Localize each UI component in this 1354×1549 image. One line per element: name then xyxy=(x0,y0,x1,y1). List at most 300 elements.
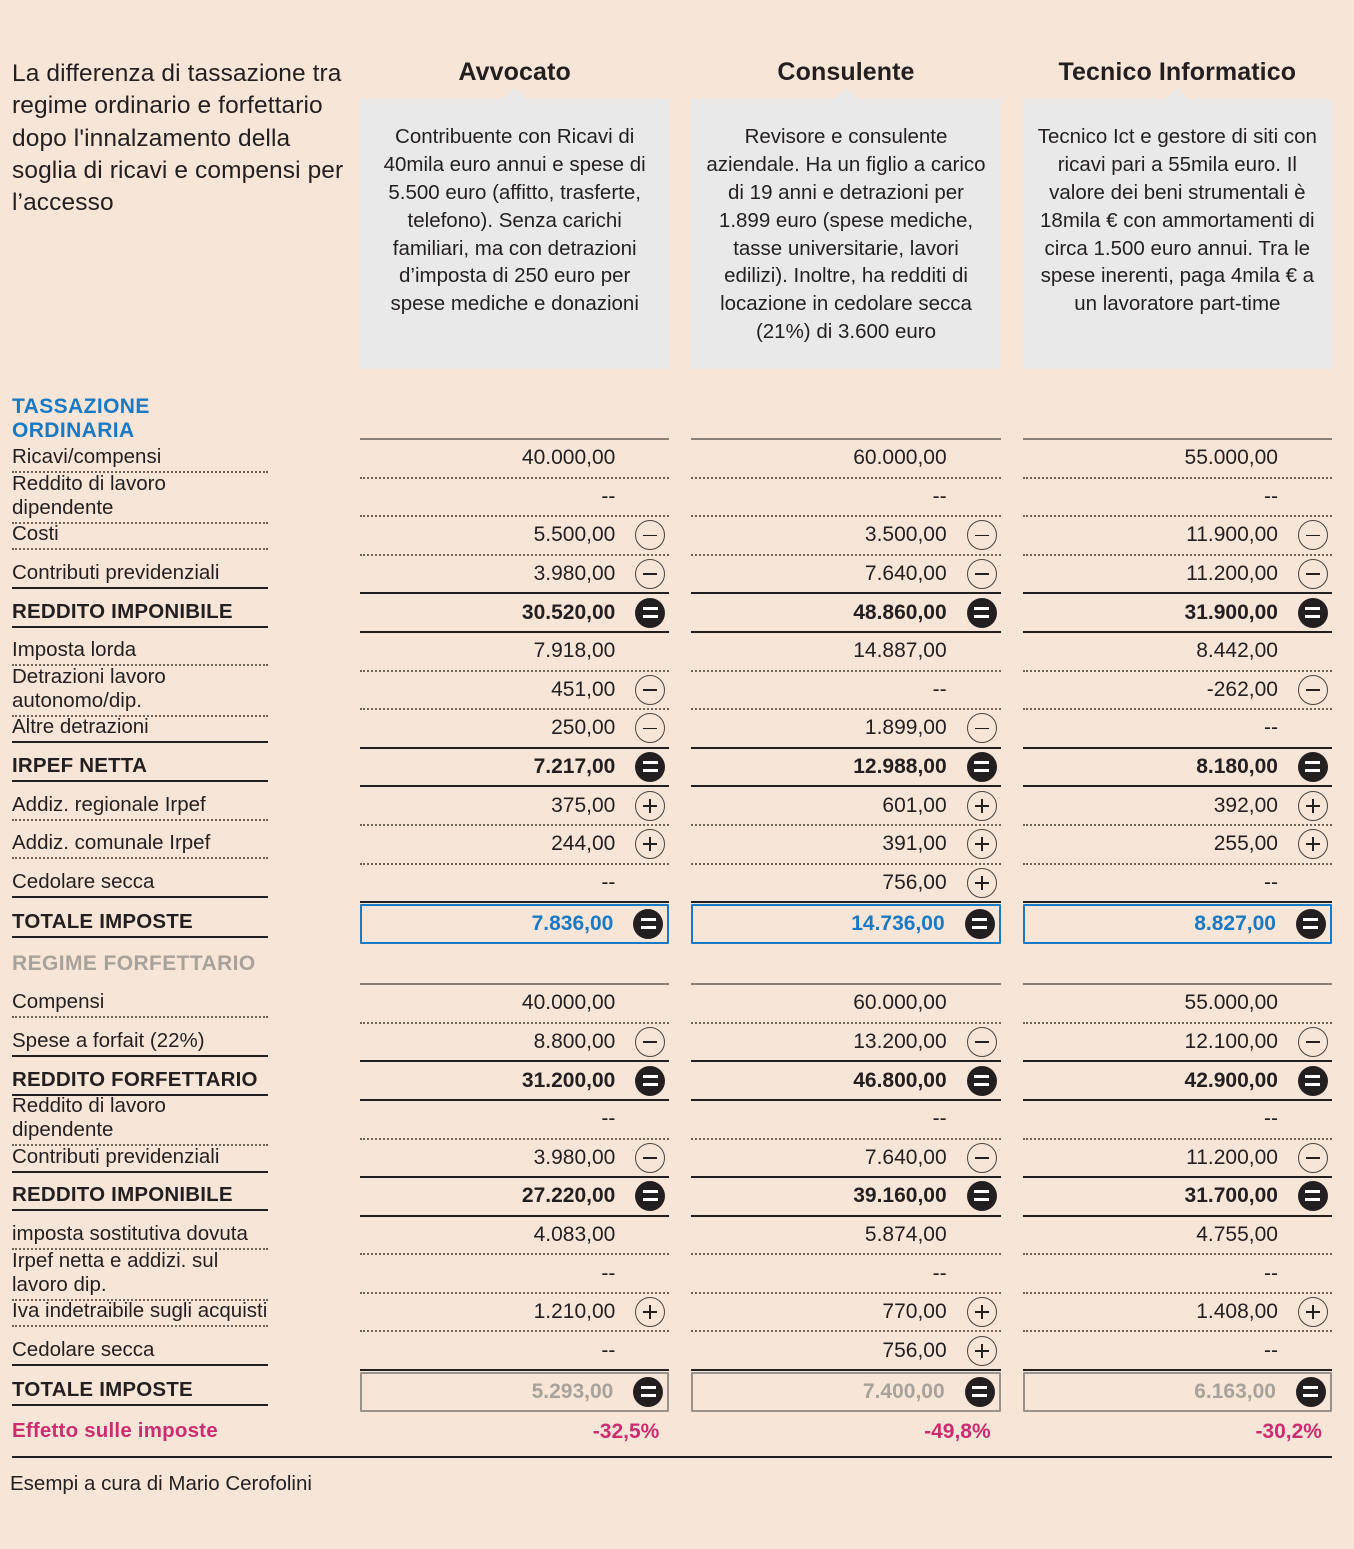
section-heading-label xyxy=(8,945,360,985)
value-text: 7.217,00 xyxy=(533,755,616,779)
value-cell xyxy=(360,517,669,556)
row-value-cells xyxy=(360,440,1332,479)
value-cell xyxy=(691,1024,1000,1063)
row-label: Addiz. regionale Irpef xyxy=(12,793,268,821)
value-cell xyxy=(1023,749,1332,788)
equals-operator-icon xyxy=(635,598,665,628)
minus-operator-icon xyxy=(635,520,665,550)
section-heading-label xyxy=(8,395,360,442)
row-value-cells xyxy=(360,826,1332,865)
value-cell xyxy=(360,1413,669,1452)
value-cell-inner xyxy=(691,1332,1000,1371)
row-value-cells xyxy=(360,479,1332,518)
minus-operator-icon xyxy=(635,1143,665,1173)
value-text: 12.100,00 xyxy=(1184,1030,1278,1054)
row-label-cell xyxy=(8,594,360,633)
value-text: 770,00 xyxy=(882,1300,947,1324)
value-text: -- xyxy=(1263,716,1278,740)
value-text: 27.220,00 xyxy=(521,1184,616,1208)
row-label: REDDITO IMPONIBILE xyxy=(12,1183,268,1211)
value-text: -- xyxy=(601,870,616,894)
value-cell xyxy=(691,1101,1000,1140)
minus-operator-icon xyxy=(1298,675,1328,705)
value-text: -49,8% xyxy=(924,1420,991,1444)
value-cell xyxy=(691,1332,1000,1371)
section-rule xyxy=(1023,400,1332,440)
row-label: REDDITO FORFETTARIO xyxy=(12,1068,268,1096)
value-text: 8.442,00 xyxy=(1196,639,1278,663)
persona-description-bubble: Tecnico Ict e gestore di siti con ricavi pari a 55mila euro. Il valore dei beni strumentali è 18mila € con ammortamenti di circa 1.500 euro annui. Tra le spese inerenti, paga 4mila € a un lavoratore part-time xyxy=(1023,99,1332,369)
row-label-cell xyxy=(8,1178,360,1217)
equals-operator-icon xyxy=(635,752,665,782)
value-cell-inner xyxy=(691,904,1000,944)
value-cell xyxy=(691,1217,1000,1256)
comparison-table xyxy=(0,395,1354,1452)
value-text: 46.800,00 xyxy=(853,1068,947,1092)
equals-operator-icon xyxy=(1298,752,1328,782)
minus-operator-icon xyxy=(635,1027,665,1057)
section-heading-row xyxy=(8,945,1332,985)
value-cell xyxy=(1023,1255,1332,1294)
minus-operator-icon xyxy=(967,520,997,550)
row-label-cell xyxy=(8,1332,360,1371)
value-cell xyxy=(360,672,669,711)
value-cell xyxy=(1023,1024,1332,1063)
row-value-cells xyxy=(360,517,1332,556)
value-text: 31.200,00 xyxy=(521,1068,616,1092)
value-text: 5.500,00 xyxy=(533,523,616,547)
row-label: imposta sostitutiva dovuta xyxy=(12,1222,268,1250)
plus-operator-icon xyxy=(1298,829,1328,859)
minus-operator-icon xyxy=(1298,520,1328,550)
row-label: IRPEF NETTA xyxy=(12,754,268,782)
intro-text: La differenza di tassazione tra regime ordinario e forfettario dopo l'innalzamento della soglia di ricavi e compensi per l’accesso xyxy=(12,60,344,217)
value-cell xyxy=(1023,1294,1332,1333)
table-row xyxy=(8,1140,1332,1179)
value-cell-inner xyxy=(691,1140,1000,1179)
value-cell-inner xyxy=(691,1062,1000,1101)
value-cell xyxy=(360,479,669,518)
row-value-cells xyxy=(360,1371,1332,1413)
value-cell xyxy=(360,633,669,672)
plus-operator-icon xyxy=(1298,1297,1328,1327)
value-text: 7.640,00 xyxy=(864,1145,947,1169)
value-cell-inner xyxy=(691,826,1000,865)
row-label: TOTALE IMPOSTE xyxy=(12,910,268,938)
row-label: Ricavi/compensi xyxy=(12,445,268,473)
value-cell-inner xyxy=(1023,710,1332,749)
value-cell xyxy=(691,985,1000,1024)
value-cell-inner xyxy=(1023,479,1332,518)
table-row xyxy=(8,985,1332,1024)
table-row xyxy=(8,826,1332,865)
minus-operator-icon xyxy=(1298,1143,1328,1173)
value-text: 4.755,00 xyxy=(1196,1222,1278,1246)
row-label: Imposta lorda xyxy=(12,638,268,666)
value-cell-inner xyxy=(360,1255,669,1294)
row-label: Effetto sulle imposte xyxy=(12,1419,218,1443)
persona-columns xyxy=(360,58,1332,369)
table-row xyxy=(8,710,1332,749)
value-cell xyxy=(360,1101,669,1140)
value-text: -- xyxy=(601,1261,616,1285)
section-heading-rule-cells xyxy=(360,400,1332,440)
value-text: 391,00 xyxy=(882,832,947,856)
value-text: 7.640,00 xyxy=(864,562,947,586)
value-cell-inner xyxy=(360,865,669,904)
value-text: 4.083,00 xyxy=(533,1222,616,1246)
value-cell-inner xyxy=(1023,1255,1332,1294)
table-row xyxy=(8,1371,1332,1413)
value-cell-inner xyxy=(1023,1413,1332,1452)
value-cell-inner xyxy=(360,826,669,865)
value-cell-inner xyxy=(691,865,1000,904)
persona-title: Avvocato xyxy=(458,58,571,86)
section-rule-cell xyxy=(1023,945,1332,985)
value-text: -- xyxy=(601,1338,616,1362)
row-label: Addiz. comunale Irpef xyxy=(12,831,268,859)
value-cell-inner xyxy=(360,1413,669,1452)
value-cell xyxy=(691,826,1000,865)
value-text: 31.700,00 xyxy=(1184,1184,1278,1208)
plus-operator-icon xyxy=(967,1336,997,1366)
value-cell xyxy=(360,1178,669,1217)
value-text: 1.210,00 xyxy=(533,1300,616,1324)
minus-operator-icon xyxy=(635,559,665,589)
value-text: 255,00 xyxy=(1213,832,1278,856)
table-row xyxy=(8,1024,1332,1063)
row-label: Contributi previdenziali xyxy=(12,561,268,589)
equals-operator-icon xyxy=(965,909,995,939)
value-cell xyxy=(691,1062,1000,1101)
value-cell xyxy=(360,1062,669,1101)
value-text: 250,00 xyxy=(551,716,616,740)
value-cell xyxy=(1023,1062,1332,1101)
row-label: Iva indetraibile sugli acquisti xyxy=(12,1299,268,1327)
value-cell xyxy=(360,903,669,945)
plus-operator-icon xyxy=(967,868,997,898)
value-cell-inner xyxy=(691,1217,1000,1256)
row-value-cells xyxy=(360,1332,1332,1371)
value-cell-inner xyxy=(360,1062,669,1101)
section-rule xyxy=(360,945,669,985)
section-rule-cell xyxy=(360,400,669,440)
value-cell-inner xyxy=(360,1217,669,1256)
value-cell-inner xyxy=(691,985,1000,1024)
row-label: Cedolare secca xyxy=(12,1338,268,1366)
value-text: 60.000,00 xyxy=(853,991,947,1015)
value-cell-inner xyxy=(691,1294,1000,1333)
table-row xyxy=(8,749,1332,788)
value-cell-inner xyxy=(360,517,669,556)
value-cell-inner xyxy=(360,904,669,944)
table-row xyxy=(8,471,1332,519)
value-text: -- xyxy=(932,1261,947,1285)
value-cell-inner xyxy=(691,1255,1000,1294)
persona-column-2 xyxy=(691,58,1000,369)
value-cell xyxy=(1023,826,1332,865)
persona-title: Consulente xyxy=(777,58,915,86)
value-cell-inner xyxy=(691,1178,1000,1217)
row-label-cell xyxy=(8,749,360,788)
value-cell-inner xyxy=(1023,1140,1332,1179)
value-cell-inner xyxy=(691,556,1000,595)
value-cell xyxy=(360,749,669,788)
row-label: Cedolare secca xyxy=(12,870,268,898)
value-text: 14.887,00 xyxy=(853,639,947,663)
value-cell-inner xyxy=(1023,865,1332,904)
value-cell xyxy=(1023,1217,1332,1256)
row-label: Irpef netta e addizi. sul lavoro dip. xyxy=(12,1249,268,1301)
value-cell-inner xyxy=(691,710,1000,749)
value-cell xyxy=(1023,479,1332,518)
value-cell xyxy=(360,1217,669,1256)
equals-operator-icon xyxy=(1298,598,1328,628)
row-label-cell xyxy=(8,903,360,945)
value-text: 601,00 xyxy=(882,793,947,817)
row-value-cells xyxy=(360,556,1332,595)
table-row xyxy=(8,1248,1332,1296)
value-text: 60.000,00 xyxy=(853,446,947,470)
row-label-cell xyxy=(8,1024,360,1063)
value-text: -30,2% xyxy=(1255,1420,1322,1444)
value-cell xyxy=(360,1371,669,1413)
section-rule-cell xyxy=(691,945,1000,985)
row-label: Altre detrazioni xyxy=(12,715,268,743)
row-label: TOTALE IMPOSTE xyxy=(12,1378,268,1406)
value-cell xyxy=(360,865,669,904)
value-cell-inner xyxy=(1023,1062,1332,1101)
value-text: 5.874,00 xyxy=(864,1222,947,1246)
equals-operator-icon xyxy=(967,1066,997,1096)
value-cell-inner xyxy=(360,633,669,672)
value-cell-inner xyxy=(691,749,1000,788)
row-value-cells xyxy=(360,985,1332,1024)
value-text: 1.408,00 xyxy=(1196,1300,1278,1324)
equals-operator-icon xyxy=(1298,1066,1328,1096)
row-value-cells xyxy=(360,594,1332,633)
row-value-cells xyxy=(360,903,1332,945)
value-cell xyxy=(1023,594,1332,633)
value-text: -- xyxy=(1263,1338,1278,1362)
value-cell-inner xyxy=(1023,1024,1332,1063)
section-rule xyxy=(691,945,1000,985)
value-cell-inner xyxy=(360,594,669,633)
value-cell xyxy=(1023,787,1332,826)
equals-operator-icon xyxy=(967,1181,997,1211)
row-label: Costi xyxy=(12,522,268,550)
equals-operator-icon xyxy=(1298,1181,1328,1211)
value-cell-inner xyxy=(691,787,1000,826)
value-cell-inner xyxy=(1023,672,1332,711)
value-text: 12.988,00 xyxy=(853,755,947,779)
value-cell xyxy=(691,1178,1000,1217)
value-cell-inner xyxy=(360,440,669,479)
header xyxy=(0,0,1354,400)
table-row xyxy=(8,903,1332,945)
value-cell-inner xyxy=(1023,1101,1332,1140)
section-rule xyxy=(1023,945,1332,985)
value-cell-inner xyxy=(360,1294,669,1333)
row-label: Reddito di lavoro dipendente xyxy=(12,1094,268,1146)
equals-operator-icon xyxy=(635,1181,665,1211)
plus-operator-icon xyxy=(967,829,997,859)
minus-operator-icon xyxy=(967,1027,997,1057)
row-label-cell xyxy=(8,664,360,712)
value-text: 8.827,00 xyxy=(1194,912,1276,936)
value-text: 7.918,00 xyxy=(533,639,616,663)
row-value-cells xyxy=(360,633,1332,672)
persona-description-bubble: Contribuente con Ricavi di 40mila euro annui e spese di 5.500 euro (affitto, trasferte, telefono). Senza carichi familiari, ma con detrazioni d’imposta di 250 euro per spese mediche e donazioni xyxy=(360,99,669,369)
plus-operator-icon xyxy=(635,1297,665,1327)
value-text: -- xyxy=(932,484,947,508)
value-cell-inner xyxy=(1023,594,1332,633)
row-label-cell xyxy=(8,517,360,556)
value-cell xyxy=(360,594,669,633)
value-cell xyxy=(1023,1140,1332,1179)
row-label-cell xyxy=(8,1413,360,1452)
value-cell xyxy=(1023,517,1332,556)
value-cell-inner xyxy=(360,672,669,711)
value-text: -32,5% xyxy=(592,1420,660,1444)
value-cell xyxy=(1023,1101,1332,1140)
value-cell-inner xyxy=(691,1372,1000,1412)
row-label-cell xyxy=(8,471,360,519)
value-text: 11.200,00 xyxy=(1186,562,1278,586)
value-text: -- xyxy=(932,677,947,701)
row-value-cells xyxy=(360,865,1332,904)
value-cell-inner xyxy=(1023,556,1332,595)
table-row xyxy=(8,1178,1332,1217)
plus-operator-icon xyxy=(635,829,665,859)
persona-description-bubble: Revisore e consulente aziendale. Ha un figlio a carico di 19 anni e detrazioni per 1.899 euro (spese mediche, tasse universitarie, lavori edilizi). Inoltre, ha redditi di locazione in cedolare secca (21%) di 3.600 euro xyxy=(691,99,1000,369)
equals-operator-icon xyxy=(1296,1377,1326,1407)
value-text: 42.900,00 xyxy=(1184,1068,1278,1092)
value-cell-inner xyxy=(360,479,669,518)
value-cell xyxy=(1023,985,1332,1024)
row-label: Contributi previdenziali xyxy=(12,1145,268,1173)
value-text: 13.200,00 xyxy=(853,1030,947,1054)
value-cell xyxy=(691,440,1000,479)
minus-operator-icon xyxy=(967,559,997,589)
equals-operator-icon xyxy=(967,598,997,628)
row-label-cell xyxy=(8,985,360,1024)
value-text: 55.000,00 xyxy=(1184,446,1278,470)
row-label-cell xyxy=(8,826,360,865)
minus-operator-icon xyxy=(1298,559,1328,589)
footer-credit: Esempi a cura di Mario Cerofolini xyxy=(10,1471,312,1495)
value-text: 3.980,00 xyxy=(533,562,616,586)
value-cell xyxy=(360,1294,669,1333)
value-cell-inner xyxy=(360,1101,669,1140)
minus-operator-icon xyxy=(635,675,665,705)
section-rule xyxy=(360,400,669,440)
value-text: 30.520,00 xyxy=(521,600,616,624)
row-value-cells xyxy=(360,1217,1332,1256)
table-row xyxy=(8,1413,1332,1452)
value-cell-inner xyxy=(360,749,669,788)
value-cell xyxy=(1023,440,1332,479)
value-cell xyxy=(1023,1178,1332,1217)
row-value-cells xyxy=(360,1101,1332,1140)
row-value-cells xyxy=(360,1255,1332,1294)
value-text: -- xyxy=(601,484,616,508)
value-cell xyxy=(360,1255,669,1294)
row-label-cell xyxy=(8,1294,360,1333)
table-row xyxy=(8,865,1332,904)
table-row xyxy=(8,664,1332,712)
value-cell-inner xyxy=(1023,1294,1332,1333)
value-text: -- xyxy=(601,1107,616,1131)
value-cell xyxy=(691,517,1000,556)
plus-operator-icon xyxy=(967,791,997,821)
equals-operator-icon xyxy=(1296,909,1326,939)
row-label: Spese a forfait (22%) xyxy=(12,1029,268,1057)
value-cell xyxy=(691,594,1000,633)
section-rule-cell xyxy=(1023,400,1332,440)
minus-operator-icon xyxy=(635,713,665,743)
table-row xyxy=(8,1094,1332,1142)
value-cell-inner xyxy=(691,594,1000,633)
value-cell-inner xyxy=(691,1024,1000,1063)
value-text: -- xyxy=(1263,870,1278,894)
value-cell-inner xyxy=(1023,749,1332,788)
value-cell-inner xyxy=(1023,826,1332,865)
value-cell xyxy=(360,710,669,749)
value-cell xyxy=(1023,1332,1332,1371)
plus-operator-icon xyxy=(1298,791,1328,821)
table-row xyxy=(8,1332,1332,1371)
value-cell-inner xyxy=(1023,985,1332,1024)
row-label-cell xyxy=(8,787,360,826)
value-text: 7.400,00 xyxy=(862,1380,945,1404)
value-cell-inner xyxy=(691,1101,1000,1140)
table-row xyxy=(8,517,1332,556)
value-text: 5.293,00 xyxy=(531,1380,614,1404)
row-label: Compensi xyxy=(12,990,268,1018)
value-cell-inner xyxy=(1023,1372,1332,1412)
value-cell xyxy=(1023,710,1332,749)
row-label: Reddito di lavoro dipendente xyxy=(12,472,268,524)
value-cell xyxy=(691,479,1000,518)
value-text: 14.736,00 xyxy=(851,912,945,936)
value-cell-inner xyxy=(1023,517,1332,556)
value-cell xyxy=(360,985,669,1024)
value-text: 1.899,00 xyxy=(864,716,947,740)
value-cell xyxy=(1023,865,1332,904)
section-heading-text: TASSAZIONE ORDINARIA xyxy=(12,395,150,442)
row-label-cell xyxy=(8,1140,360,1179)
table-row xyxy=(8,594,1332,633)
row-value-cells xyxy=(360,1062,1332,1101)
persona-column-3 xyxy=(1023,58,1332,369)
value-text: -262,00 xyxy=(1206,677,1278,701)
row-value-cells xyxy=(360,1024,1332,1063)
value-text: 39.160,00 xyxy=(853,1184,947,1208)
value-cell xyxy=(691,749,1000,788)
value-cell xyxy=(360,1140,669,1179)
value-cell xyxy=(360,440,669,479)
equals-operator-icon xyxy=(967,752,997,782)
value-text: 6.163,00 xyxy=(1194,1380,1276,1404)
value-cell xyxy=(360,556,669,595)
row-label-cell xyxy=(8,1371,360,1413)
value-text: 756,00 xyxy=(882,1338,947,1362)
value-cell-inner xyxy=(360,787,669,826)
value-cell-inner xyxy=(1023,904,1332,944)
value-text: 31.900,00 xyxy=(1184,600,1278,624)
value-text: -- xyxy=(1263,1261,1278,1285)
